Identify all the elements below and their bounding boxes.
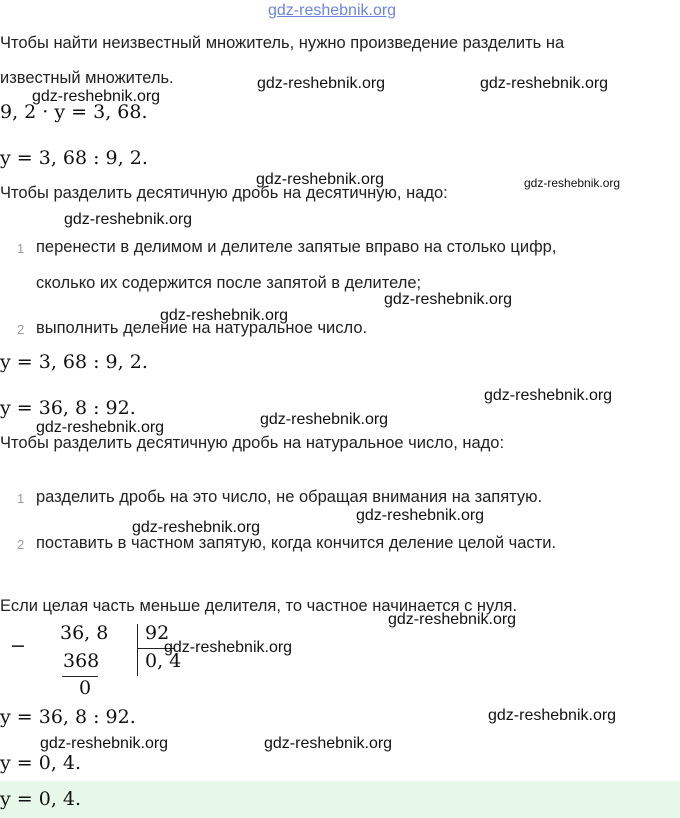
list-number: 2 [17, 322, 25, 337]
list-number: 2 [17, 537, 25, 552]
watermark-small: gdz-reshebnik.org [524, 176, 621, 190]
watermark: gdz-reshebnik.org [40, 735, 169, 752]
watermark: gdz-reshebnik.org [36, 419, 165, 436]
list2-item1: разделить дробь на это число, не обращая внимания на запятую. [36, 488, 543, 506]
equation-4: y = 36, 8 : 92. [0, 397, 136, 419]
watermark: gdz-reshebnik.org [488, 707, 617, 724]
watermark: gdz-reshebnik.org [356, 507, 485, 524]
watermark: gdz-reshebnik.org [64, 211, 193, 228]
watermark: gdz-reshebnik.org [132, 519, 261, 536]
list1-item1-line2: сколько их содержится после запятой в делителе; [36, 274, 422, 292]
rule2-intro: Чтобы разделить десятичную дробь на десятичную, надо: [0, 184, 448, 202]
answer: y = 0, 4. [0, 788, 82, 810]
watermark: gdz-reshebnik.org [257, 75, 386, 92]
subtrahend: 368 [63, 650, 100, 672]
divisor: 92 [145, 622, 170, 644]
list1-item2: выполнить деление на натуральное число. [36, 319, 368, 337]
answer-box [0, 781, 680, 818]
equation-3: y = 3, 68 : 9, 2. [0, 351, 148, 373]
equation-1: 9, 2 · y = 3, 68. [0, 101, 148, 123]
watermark: gdz-reshebnik.org [256, 171, 385, 188]
list1-item1-line1: перенести в делимом и делителе запятые вправо на столько цифр, [36, 238, 557, 256]
equation-2: y = 3, 68 : 9, 2. [0, 147, 148, 169]
minus-sign: − [10, 635, 26, 657]
watermark: gdz-reshebnik.org [264, 735, 393, 752]
watermark: gdz-reshebnik.org [484, 387, 613, 404]
dividend: 36, 8 [60, 622, 109, 644]
rule3-intro: Чтобы разделить десятичную дробь на натуральное число, надо: [0, 434, 505, 452]
watermark: gdz-reshebnik.org [160, 307, 289, 324]
remainder: 0 [79, 677, 92, 699]
quotient: 0, 4 [145, 650, 182, 672]
watermark: gdz-reshebnik.org [32, 88, 161, 105]
watermark: gdz-reshebnik.org [260, 411, 389, 428]
watermark: gdz-reshebnik.org [388, 611, 517, 628]
watermark-top[interactable]: gdz-reshebnik.org [268, 2, 397, 19]
rule4: Если целая часть меньше делителя, то частное начинается с нуля. [0, 597, 518, 615]
equation-5: y = 36, 8 : 92. [0, 706, 136, 728]
list-number: 1 [17, 241, 25, 256]
rule1-line1: Чтобы найти неизвестный множитель, нужно произведение разделить на [0, 34, 565, 52]
rule1-line2: известный множитель. [0, 69, 174, 87]
list2-item2: поставить в частном запятую, когда кончится деление целой части. [36, 534, 557, 552]
equation-6: y = 0, 4. [0, 752, 82, 774]
watermark: gdz-reshebnik.org [480, 75, 609, 92]
watermark: gdz-reshebnik.org [384, 291, 513, 308]
watermark: gdz-reshebnik.org [164, 639, 293, 656]
division-bar-vertical [137, 624, 138, 676]
list-number: 1 [17, 491, 25, 506]
